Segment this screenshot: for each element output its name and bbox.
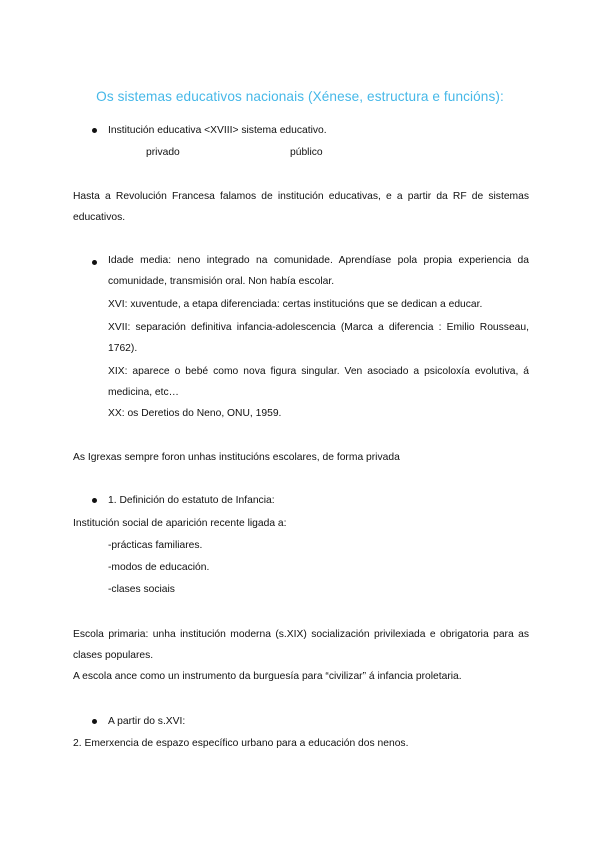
paragraph-escola-primaria: Escola primaria: unha institución moderna (s.XIX) socialización privilexiada e obrigatoria para as clases populares. bbox=[73, 629, 529, 661]
xix-text: XIX: aparece o bebé como nova figura singular. Ven asociado a psicoloxía evolutiva, á medicina, etc… bbox=[108, 366, 529, 398]
bullet-3-text: 1. Definición do estatuto de Infancia: bbox=[108, 495, 275, 506]
bullet-3 bbox=[92, 498, 97, 503]
paragraph-emerxencia: 2. Emerxencia de espazo específico urbano para a educación dos nenos. bbox=[73, 738, 409, 749]
private-label: privado bbox=[146, 147, 180, 158]
bullet-4 bbox=[92, 719, 97, 724]
bullet-1 bbox=[92, 128, 97, 133]
list-item: -prácticas familiares. bbox=[108, 540, 203, 551]
list-item: -clases sociais bbox=[108, 584, 175, 595]
paragraph-burguesia: A escola ance como un instrumento da burguesía para “civilizar” á infancia proletaria. bbox=[73, 671, 462, 682]
paragraph-institucion-social: Institución social de aparición recente ligada a: bbox=[73, 518, 287, 529]
idade-media-text: Idade media: neno integrado na comunidade. Aprendíase pola propia experiencia da comunidade, transmisión oral. Non había escolar. bbox=[108, 255, 529, 287]
public-label: público bbox=[290, 147, 323, 158]
paragraph-french-revolution: Hasta a Revolución Francesa falamos de institución educativas, e a partir da RF de sistemas educativos. bbox=[73, 191, 529, 223]
bullet-4-text: A partir do s.XVI: bbox=[108, 716, 186, 727]
bullet-2 bbox=[92, 260, 97, 265]
xx-text: XX: os Deretios do Neno, ONU, 1959. bbox=[108, 408, 282, 419]
xvii-text: XVII: separación definitiva infancia-adolescencia (Marca a diferencia : Emilio Rousseau, 1762). bbox=[108, 322, 529, 354]
xvi-text: XVI: xuventude, a etapa diferenciada: certas institucións que se dedican a educar. bbox=[108, 299, 483, 310]
document-title: Os sistemas educativos nacionais (Xénese, estructura e funcións): bbox=[96, 89, 504, 104]
list-item: -modos de educación. bbox=[108, 562, 210, 573]
bullet-1-text: Institución educativa <XVIII> sistema educativo. bbox=[108, 125, 327, 136]
paragraph-igrexas: As Igrexas sempre foron unhas institucións escolares, de forma privada bbox=[73, 452, 400, 463]
